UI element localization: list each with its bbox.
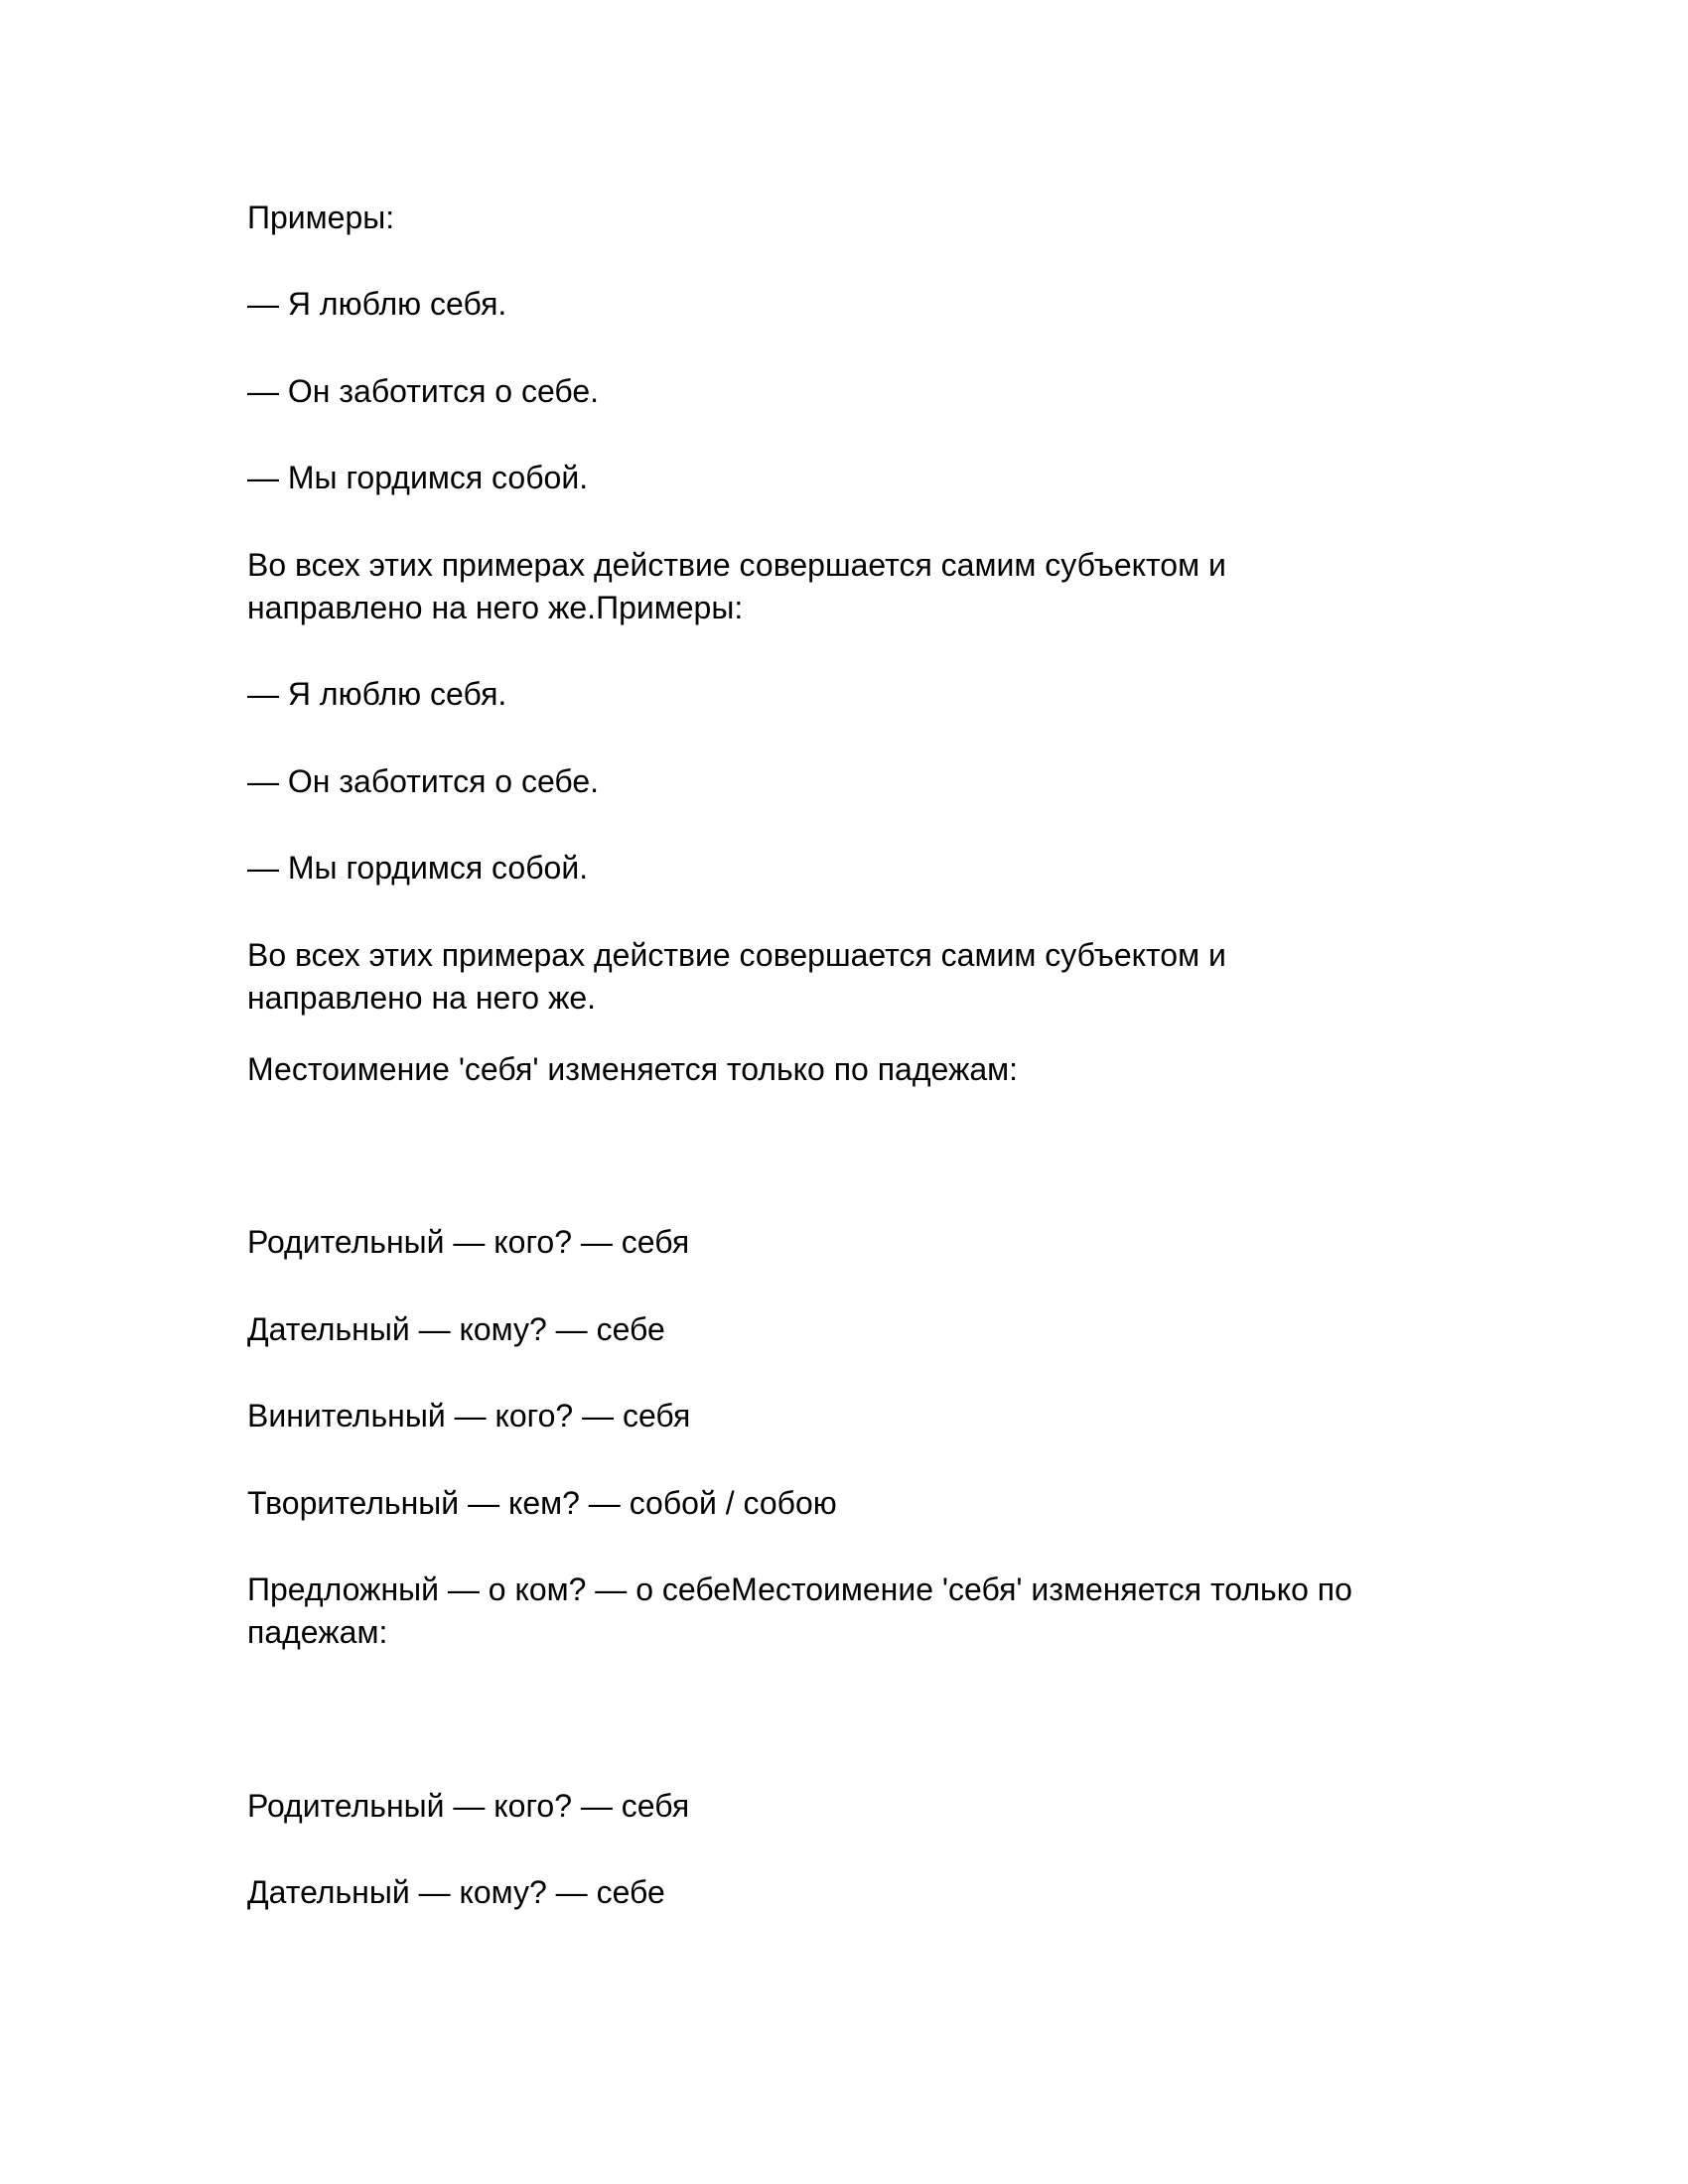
paragraph-line: направлено на него же.: [247, 980, 597, 1016]
example-line: — Мы гордимся собой.: [247, 460, 589, 495]
case-line: Творительный — кем? — собой / собою: [247, 1485, 837, 1521]
case-line: Дательный — кому? — себе: [247, 1311, 665, 1347]
pronoun-rule-line: Местоимение 'себя' изменяется только по падежам:: [247, 1051, 1019, 1087]
case-line: Родительный — кого? — себя: [247, 1224, 690, 1260]
example-line: — Он заботится о себе.: [247, 373, 600, 409]
paragraph-line: Во всех этих примерах действие совершается самим субъектом и: [247, 547, 1226, 583]
example-line: — Я люблю себя.: [247, 676, 507, 712]
case-line: Предложный — о ком? — о себеМестоимение 'себя' изменяется только по: [247, 1571, 1352, 1607]
paragraph-line: Во всех этих примерах действие совершается самим субъектом и: [247, 937, 1226, 973]
examples-heading: Примеры:: [247, 200, 395, 235]
case-line: Винительный — кого? — себя: [247, 1398, 691, 1433]
paragraph-line: направлено на него же.Примеры:: [247, 590, 744, 625]
case-line: падежам:: [247, 1614, 388, 1650]
example-line: — Он заботится о себе.: [247, 763, 600, 799]
case-line: Родительный — кого? — себя: [247, 1788, 690, 1824]
example-line: — Я люблю себя.: [247, 286, 507, 322]
case-line: Дательный — кому? — себе: [247, 1874, 665, 1910]
example-line: — Мы гордимся собой.: [247, 850, 589, 886]
